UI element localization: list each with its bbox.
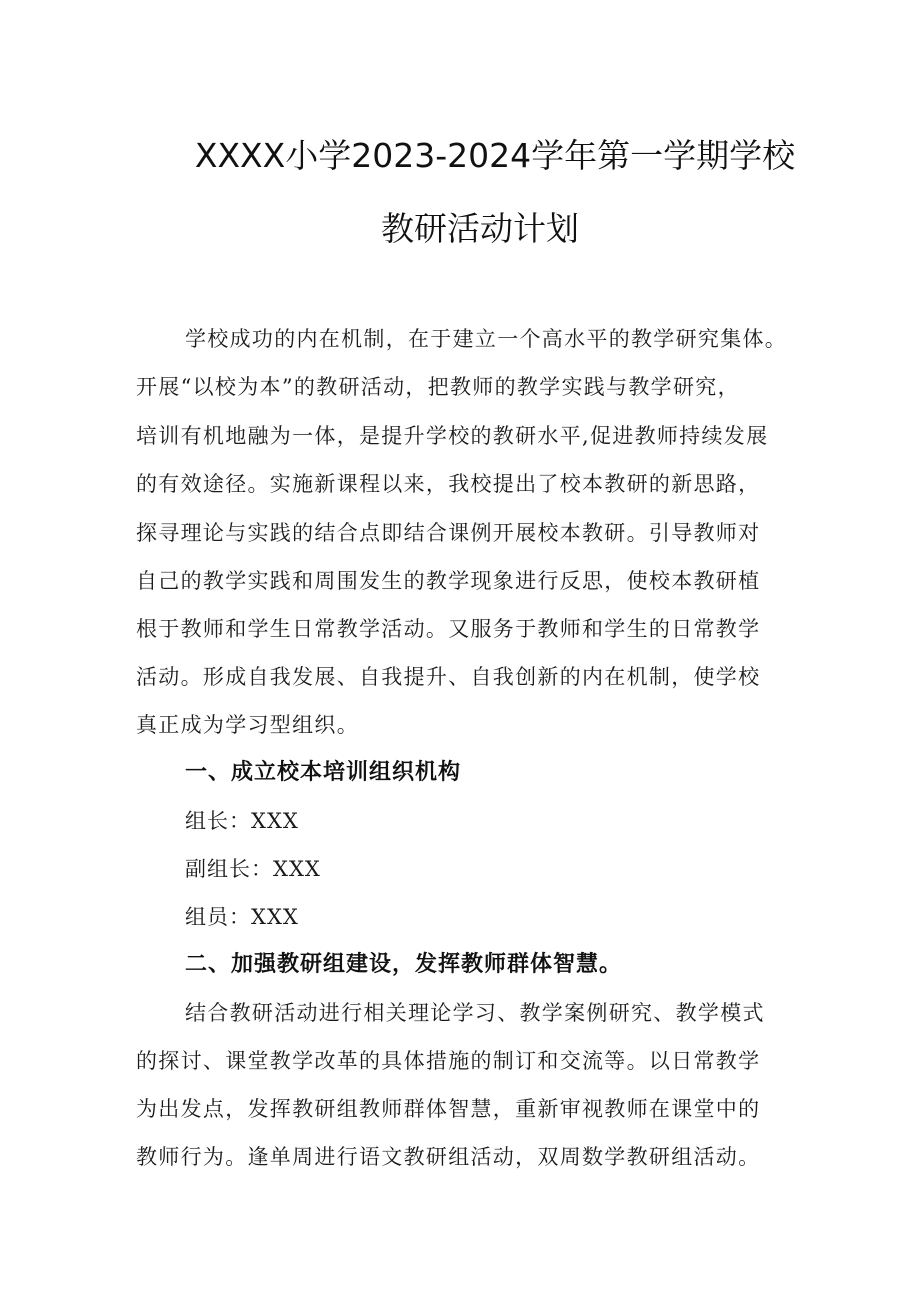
intro-line: 学校成功的内在机制，在于建立一个高水平的教学研究集体。 (185, 327, 788, 351)
document-title-line-2: 教研活动计划 (381, 209, 579, 248)
group-leader: 组长：XXX (185, 809, 299, 833)
intro-line: 活动。形成自我发展、自我提升、自我创新的内在机制，使学校 (136, 665, 761, 689)
intro-line: 根于教师和学生日常教学活动。又服务于教师和学生的日常教学 (136, 617, 761, 641)
section-2-line: 的探讨、课堂教学改革的具体措施的制订和交流等。以日常教学 (136, 1049, 761, 1073)
intro-line: 的有效途径。实施新课程以来，我校提出了校本教研的新思路， (136, 472, 761, 496)
intro-line: 真正成为学习型组织。 (136, 713, 359, 737)
group-members: 组员：XXX (185, 905, 299, 929)
intro-line: 探寻理论与实践的结合点即结合课例开展校本教研。引导教师对 (136, 521, 761, 545)
section-2-line: 教师行为。逢单周进行语文教研组活动，双周数学教研组活动。 (136, 1145, 761, 1169)
intro-line: 开展“以校为本”的教研活动，把教师的教学实践与教学研究， (136, 375, 740, 399)
section-2-line: 为出发点，发挥教研组教师群体智慧，重新审视教师在课堂中的 (136, 1097, 761, 1121)
section-1-heading: 一、成立校本培训组织机构 (185, 760, 462, 785)
intro-line: 自己的教学实践和周围发生的教学现象进行反思，使校本教研植 (136, 569, 761, 593)
document-title-line-1: XXXX小学2023-2024学年第一学期学校 (194, 136, 796, 175)
section-2-line: 结合教研活动进行相关理论学习、教学案例研究、教学模式 (185, 1001, 765, 1025)
deputy-group-leader: 副组长：XXX (185, 857, 321, 881)
section-2-heading: 二、加强教研组建设，发挥教师群体智慧。 (185, 952, 623, 977)
intro-line: 培训有机地融为一体，是提升学校的教研水平,促进教师持续发展 (136, 424, 769, 448)
